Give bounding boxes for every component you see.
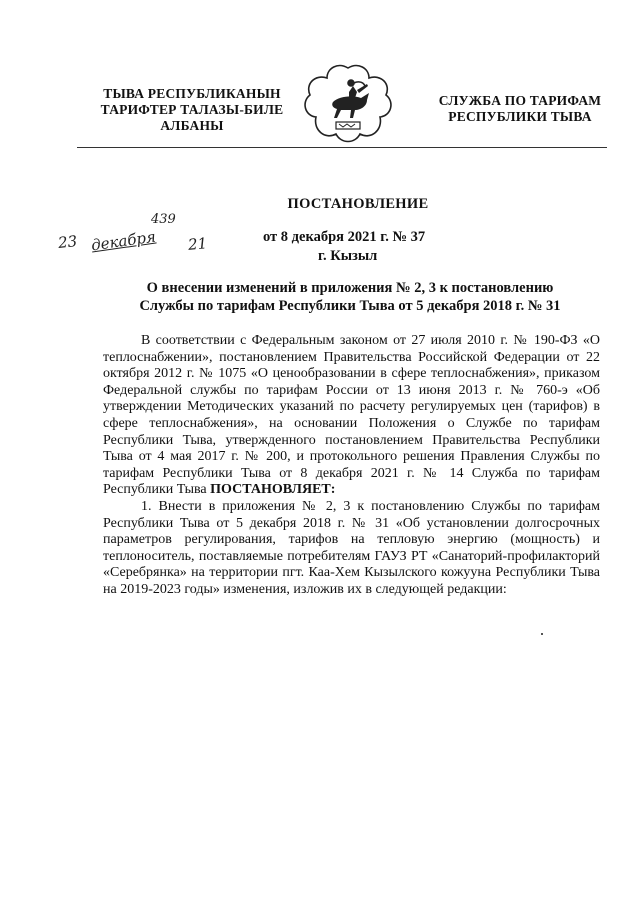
header-org-tuvan-line3: АЛБАНЫ — [160, 118, 224, 133]
handwritten-year: 21 — [187, 234, 208, 254]
header-org-russian-line2: РЕСПУБЛИКИ ТЫВА — [448, 109, 592, 124]
header-org-tuvan-line1: ТЫВА РЕСПУБЛИКАНЫН — [103, 86, 281, 101]
tuva-emblem-icon — [303, 62, 393, 146]
header-org-russian — [430, 93, 610, 125]
document-subject — [60, 279, 640, 315]
scan-speck — [541, 633, 543, 635]
header-divider — [77, 147, 607, 148]
header-org-russian-line1: СЛУЖБА ПО ТАРИФАМ — [438, 93, 602, 108]
clause-1-paragraph: 1. Внести в приложения № 2, 3 к постановлению Службы по тарифам Республики Тыва от 5 декабря 2018 г. № 31 «Об установлении долгосрочных параметров регулирования, тарифов на тепловую энергию (мощность) и теплоноситель, поставляемые потребителям ГАУЗ РТ «Санаторий-профилакторий «Серебрянка» на территории пгт. Каа-Хем Кызылского кожууна Республики Тыва на 2019-2023 годы» изменения, изложив их в следующей редакции: — [103, 498, 600, 597]
document-city: г. Кызыл — [318, 248, 378, 264]
document-subject-line1: О внесении изменений в приложения № 2, 3 к постановлению — [146, 280, 554, 296]
document-type-title: ПОСТАНОВЛЕНИЕ — [287, 196, 429, 212]
header-org-tuvan-line2: ТАРИФТЕР ТАЛАЗЫ-БИЛЕ — [100, 102, 284, 117]
document-body — [103, 333, 600, 599]
document-date-number: от 8 декабря 2021 г. № 37 — [263, 229, 426, 245]
preamble-text: В соответствии с Федеральным законом от 27 июля 2010 г. № 190-ФЗ «О теплоснабжении», постановлением Правительства Российской Федерации от 22 октября 2012 г. № 1075 «О ценообразовании в сфере теплоснабжения», приказом Федеральной службы по тарифам России от 13 июня 2013 г. № 760-э «Об утверждении Методических указаний по расчету регулируемых цен (тарифов) в сфере теплоснабжения», на основании Положения о Службе по тарифам Республики Тыва, утвержденного постановлением Правительства Республики Тыва от 4 мая 2017 г. № 200, и протокольного решения Правления Службы по тарифам Республики Тыва от 8 декабря 2021 г. № 14 Служба по тарифам Республики Тыва — [103, 333, 600, 498]
handwritten-month: декабря — [90, 227, 157, 255]
handwritten-number: 439 — [151, 212, 176, 227]
resolves-keyword: ПОСТАНОВЛЯЕТ: — [210, 482, 336, 498]
preamble-paragraph — [103, 333, 600, 499]
handwritten-day: 23 — [57, 232, 78, 252]
header-org-tuvan — [92, 86, 292, 134]
document-subject-line2: Службы по тарифам Республики Тыва от 5 декабря 2018 г. № 31 — [139, 298, 561, 314]
